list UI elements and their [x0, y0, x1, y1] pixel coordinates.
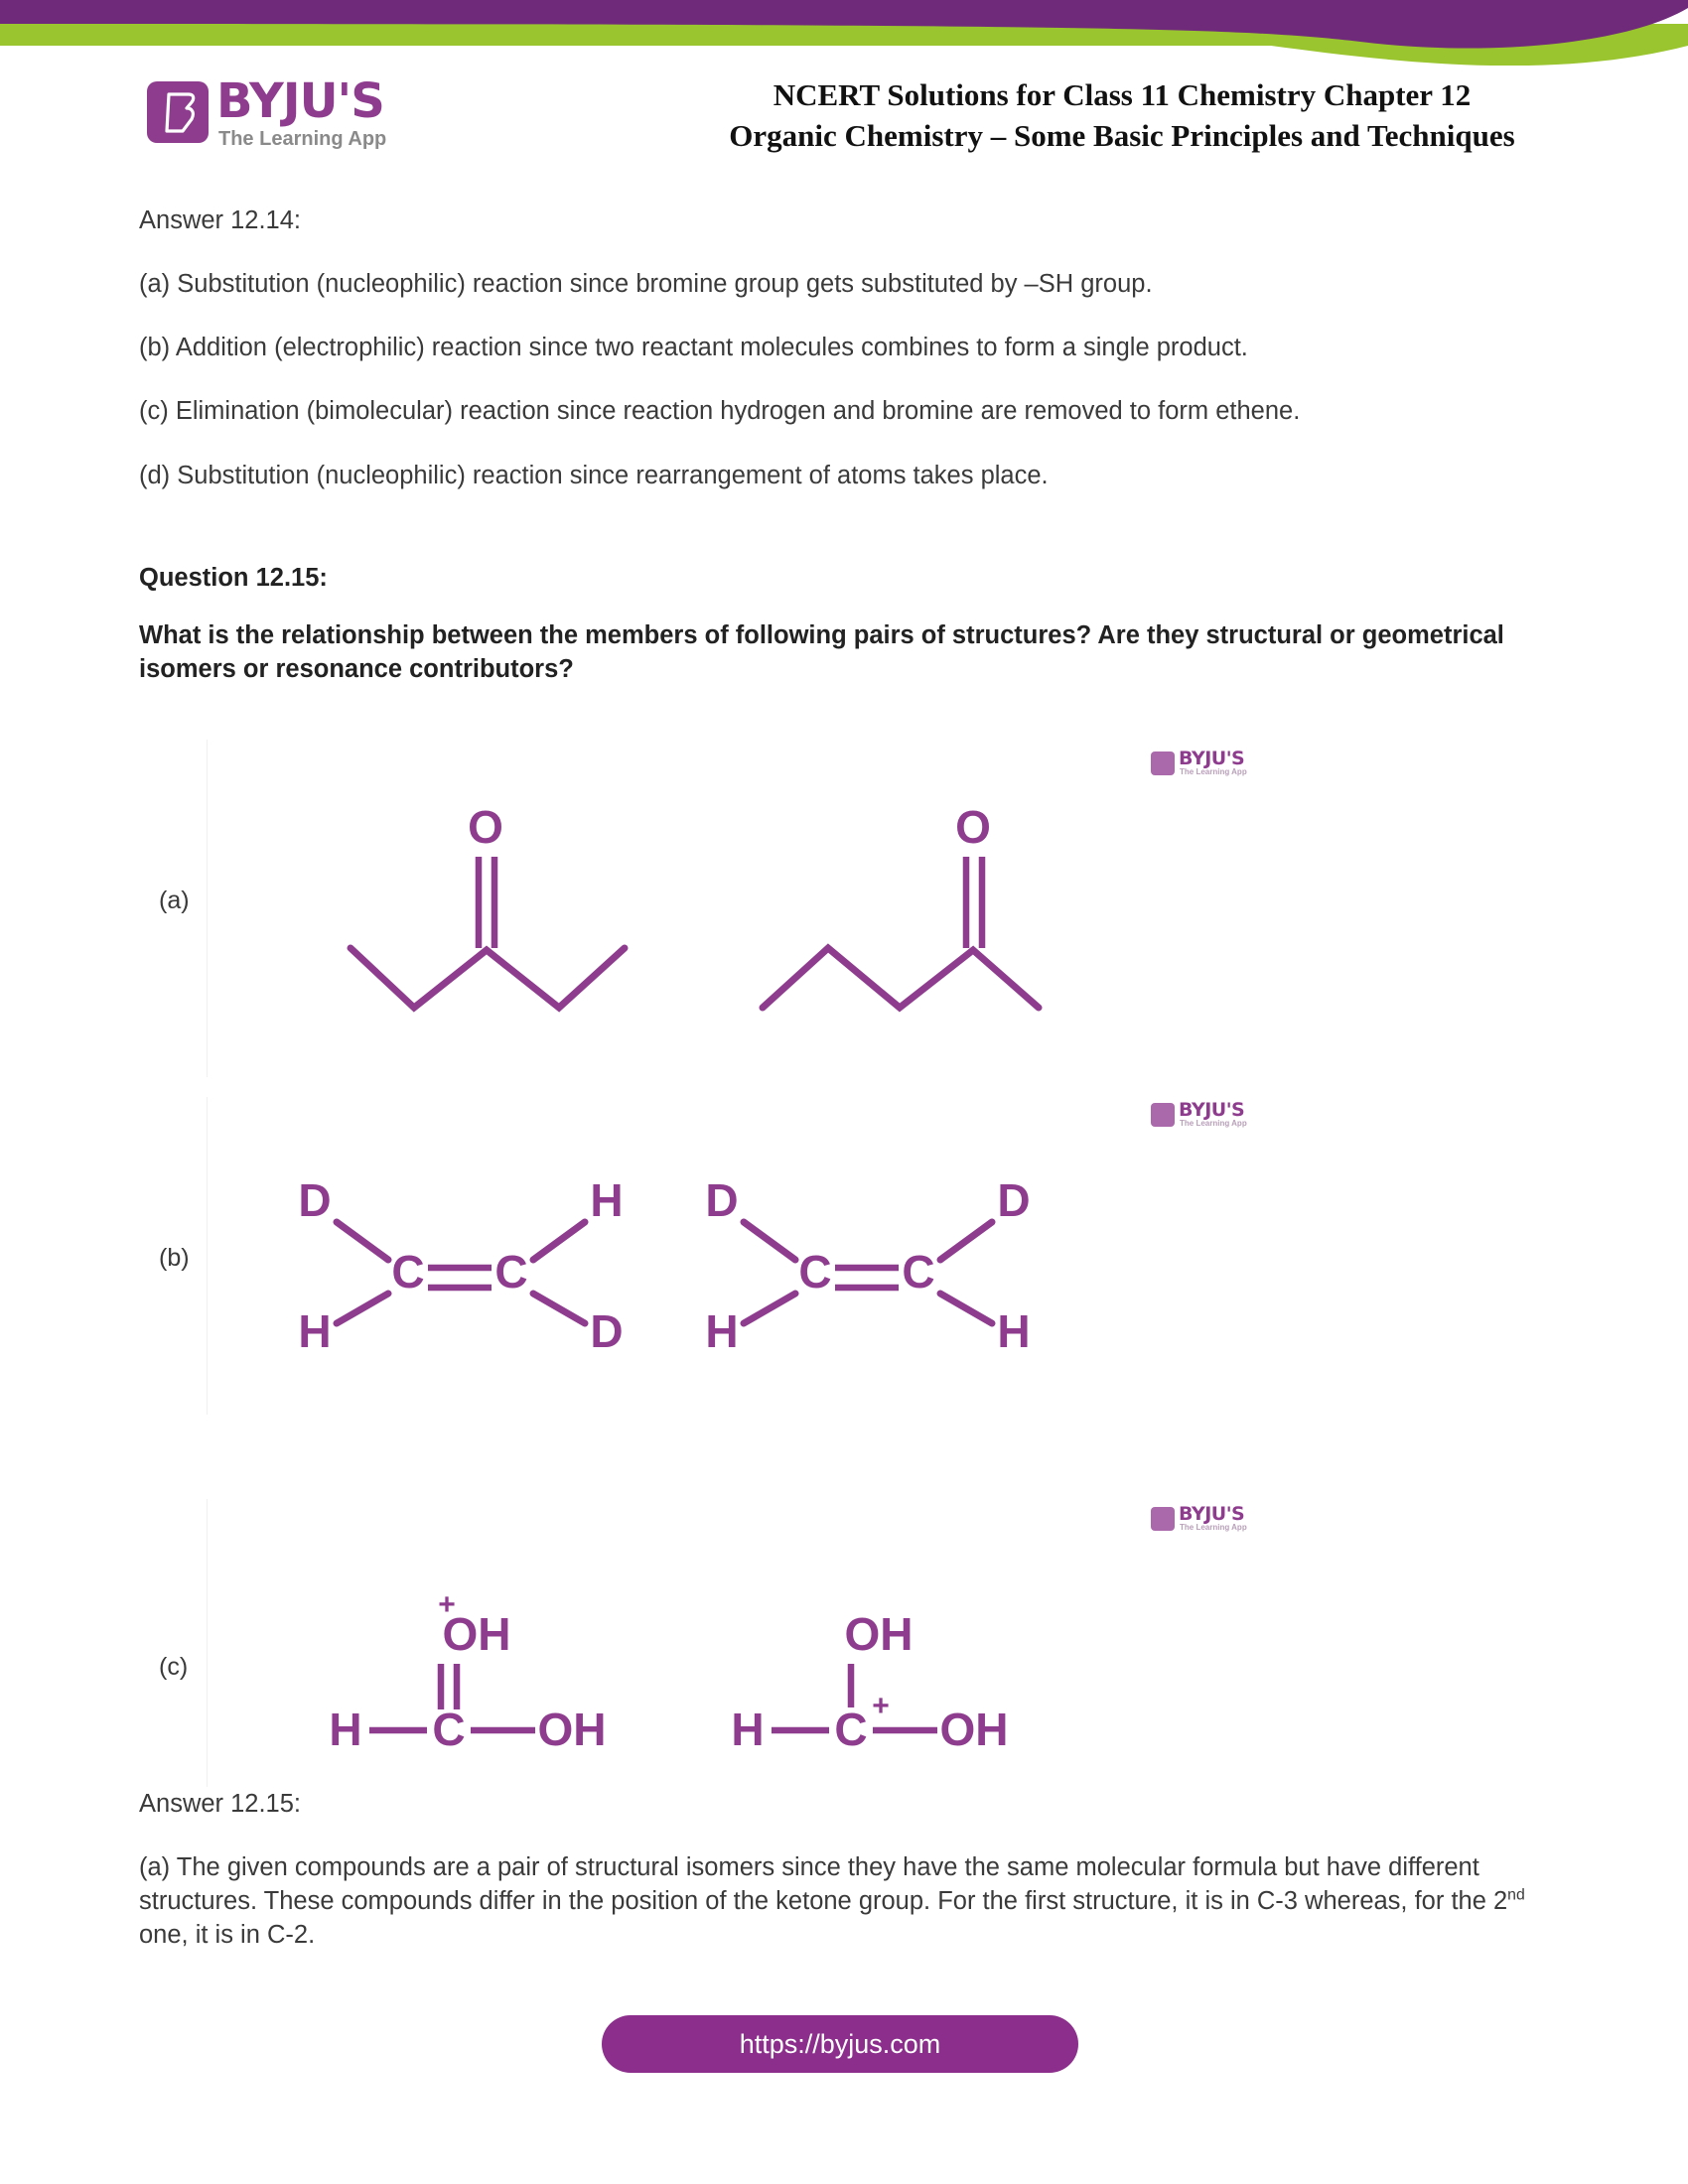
atom-b-right-bottomright: H — [997, 1305, 1031, 1357]
figure-c-label: (c) — [159, 1653, 189, 1681]
answer-1214-item-b: (b) Addition (electrophilic) reaction since two reactant molecules combines to form a single product. — [139, 334, 1248, 362]
question-1215-text: What is the relationship between the members of following pairs of structures? Are they structural or geometrical isomers or resonance contributors? — [139, 620, 1504, 683]
answer-1214-item-d: (d) Substitution (nucleophilic) reaction since rearrangement of atoms takes place. — [139, 461, 1049, 489]
atom-b-left-carbon1: C — [391, 1246, 425, 1297]
bond-chain-right-a — [763, 948, 1039, 1008]
answer-1214-item-c: (c) Elimination (bimolecular) reaction since reaction hydrogen and bromine are removed to form ethene. — [139, 397, 1301, 426]
figure-b-canvas — [207, 1097, 1260, 1415]
structure-a-left — [337, 799, 664, 1027]
watermark-wordmark: BYJU'S — [1179, 748, 1245, 769]
bond-b-right-1 — [744, 1222, 795, 1260]
watermark-logo-mark-icon — [1151, 1103, 1175, 1127]
section-spacer — [139, 522, 1549, 564]
page-title — [596, 75, 1648, 157]
atom-b-right-topright: D — [997, 1174, 1031, 1226]
bond-b-right-2 — [744, 1294, 795, 1323]
atom-b-right-carbon2: C — [902, 1246, 935, 1297]
figure-a-watermark — [1151, 750, 1268, 783]
question-1215-heading: Question 12.15: — [139, 563, 328, 592]
figure-b — [139, 1097, 1549, 1415]
atom-b-left-bottomleft: H — [298, 1305, 332, 1357]
group-c-right-right-oh: OH — [939, 1704, 1009, 1755]
figure-a — [139, 740, 1549, 1077]
atom-c-left-carbon: C — [432, 1704, 466, 1755]
figure-c — [139, 1499, 1549, 1787]
byjus-logo-mark-icon — [147, 81, 209, 143]
bond-b-left-3 — [533, 1222, 585, 1260]
atom-b-right-bottomleft: H — [705, 1305, 739, 1357]
figure-a-canvas — [207, 740, 1260, 1077]
byjus-wordmark: BYJU'S — [216, 73, 384, 129]
watermark-wordmark: BYJU'S — [1179, 1099, 1245, 1121]
bond-b-left-1 — [337, 1222, 388, 1260]
answer-1215-part-a-text1: (a) The given compounds are a pair of structural isomers since they have the same molecular formula but have different structures. These compounds differ in the position of the ketone group. For the first structure, it is in C-3 whereas, for the 2 — [139, 1853, 1508, 1916]
bond-b-left-2 — [337, 1294, 388, 1323]
answer-1214-item-a: (a) Substitution (nucleophilic) reaction since bromine group gets substituted by –SH group. — [139, 270, 1153, 299]
watermark-wordmark: BYJU'S — [1179, 1503, 1245, 1525]
atom-c-left-hydrogen: H — [329, 1704, 362, 1755]
group-c-right-top-oh: OH — [844, 1608, 914, 1660]
bond-b-right-3 — [940, 1222, 992, 1260]
atom-c-right-carbon: C — [834, 1704, 868, 1755]
header-banner — [0, 0, 1688, 66]
atom-b-left-topleft: D — [298, 1174, 332, 1226]
answer-1215-ordinal-suffix: nd — [1507, 1886, 1525, 1904]
answer-1215-block — [139, 1787, 1549, 1982]
atom-b-right-carbon1: C — [798, 1246, 832, 1297]
watermark-logo-mark-icon — [1151, 751, 1175, 775]
structure-b-right — [704, 1176, 1032, 1365]
footer-url-text: https://byjus.com — [739, 2028, 941, 2059]
bond-chain-left-a — [351, 948, 625, 1008]
atom-b-left-bottomright: D — [590, 1305, 624, 1357]
byjus-tagline: The Learning App — [218, 128, 387, 150]
answer-1215-heading: Answer 12.15: — [139, 1790, 302, 1818]
answer-1215-part-a-text2: one, it is in C-2. — [139, 1921, 316, 1950]
group-c-left-top-oh: OH — [442, 1608, 511, 1660]
atom-oxygen-right-a: O — [955, 801, 991, 853]
watermark-logo-mark-icon — [1151, 1507, 1175, 1531]
figure-c-canvas — [207, 1499, 1260, 1787]
bond-b-left-4 — [533, 1294, 585, 1323]
page-title-line2: Organic Chemistry – Some Basic Principles and Techniques — [729, 117, 1515, 153]
atom-b-left-carbon2: C — [494, 1246, 528, 1297]
footer-url-button[interactable] — [602, 2015, 1078, 2073]
byjus-logo — [147, 73, 445, 167]
atom-c-right-hydrogen: H — [731, 1704, 765, 1755]
figure-a-label: (a) — [159, 887, 190, 914]
answer-1215-part-a — [139, 1850, 1549, 1952]
atom-b-left-topright: H — [590, 1174, 624, 1226]
atom-oxygen-left-a: O — [468, 801, 503, 853]
structure-c-right — [731, 1588, 1061, 1767]
structure-a-right — [749, 799, 1076, 1027]
group-c-left-right-oh: OH — [537, 1704, 607, 1755]
figure-b-watermark — [1151, 1101, 1268, 1135]
watermark-tagline: The Learning App — [1180, 1523, 1247, 1532]
answer-1214-heading: Answer 12.14: — [139, 206, 302, 234]
figure-b-label: (b) — [159, 1244, 190, 1272]
charge-c-left-oxygen: + — [438, 1588, 456, 1621]
document-body — [139, 204, 1549, 716]
page-title-line1: NCERT Solutions for Class 11 Chemistry Chapter 12 — [773, 77, 1472, 112]
watermark-tagline: The Learning App — [1180, 767, 1247, 776]
charge-c-right-carbon: + — [872, 1690, 890, 1722]
bond-b-right-4 — [940, 1294, 992, 1323]
figure-c-watermark — [1151, 1505, 1268, 1539]
watermark-tagline: The Learning App — [1180, 1119, 1247, 1128]
structure-c-left — [329, 1588, 659, 1767]
atom-b-right-topleft: D — [705, 1174, 739, 1226]
structure-b-left — [297, 1176, 625, 1365]
